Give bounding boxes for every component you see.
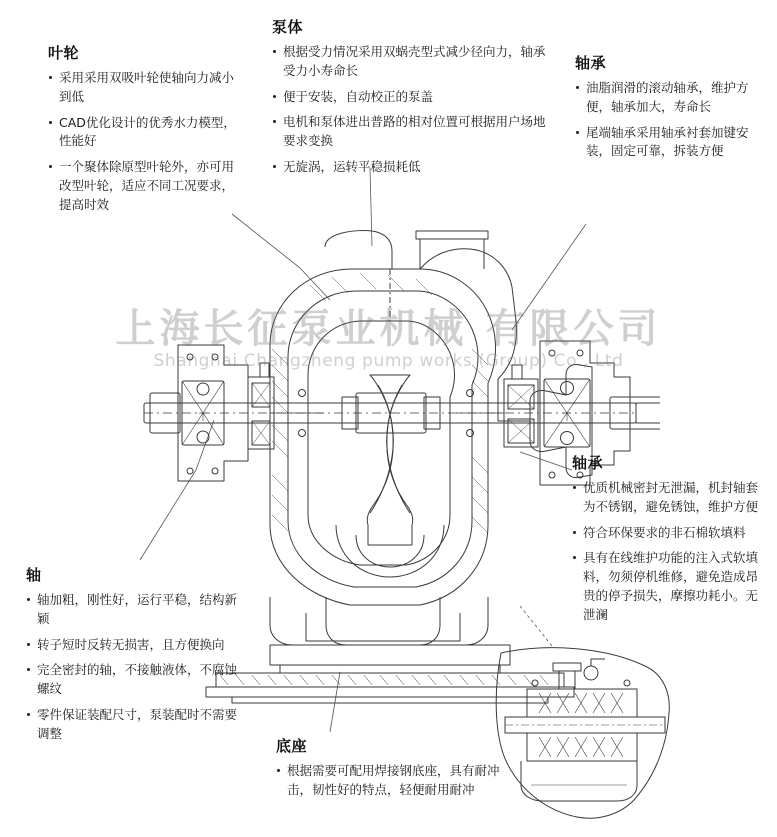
callout-bearing-top-heading: 轴承 [575, 54, 607, 72]
callout-shaft [26, 564, 242, 750]
callout-pump-casing [272, 16, 550, 184]
callout-pump-casing-heading: 泵体 [272, 18, 304, 36]
list-item: 转子短时反转无损害，且方便换向 [26, 636, 242, 655]
list-item: 根据受力情况采用双蜗壳型式减少径向力，轴承受力小寿命长 [272, 43, 550, 81]
callout-bearing-top-list [575, 79, 763, 161]
seal-detail-view [487, 645, 677, 825]
callout-bearing-seal-heading: 轴承 [572, 454, 604, 472]
callout-bearing-seal-list [572, 479, 768, 624]
list-item: CAD优化设计的优秀水力模型，性能好 [48, 114, 244, 152]
callout-impeller [48, 42, 244, 221]
callout-pump-casing-list [272, 43, 550, 177]
list-item: 零件保证装配尺寸，泵装配时不需要调整 [26, 706, 242, 744]
callout-base-plate-list [276, 762, 506, 800]
list-item: 采用采用双吸叶轮使轴向力减小到低 [48, 69, 244, 107]
callout-shaft-heading: 轴 [26, 566, 42, 584]
list-item: 电机和泵体进出普路的相对位置可根据用户场地要求变换 [272, 113, 550, 151]
list-item: 优质机械密封无泄漏，机封轴套为不锈钢，避免锈蚀，维护方便 [572, 479, 768, 517]
list-item: 根据需要可配用焊接钢底座，具有耐冲击，韧性好的特点，轻便耐用耐冲 [276, 762, 506, 800]
list-item: 符合环保要求的非石棉软填料 [572, 524, 768, 543]
watermark-english: Shanghai Changzheng pump works (Group) Co., Ltd [153, 351, 624, 371]
callout-impeller-heading: 叶轮 [48, 44, 80, 62]
list-item: 便于安装，自动校正的泵盖 [272, 88, 550, 107]
callout-bearing-top [575, 52, 763, 168]
watermark-chinese: 上海长征泵业机械 有限公司 [115, 306, 662, 352]
callout-impeller-list [48, 69, 244, 214]
callout-base-plate-heading: 底座 [276, 737, 308, 755]
list-item: 完全密封的轴，不接触液体，不腐蚀螺纹 [26, 661, 242, 699]
callout-base-plate [276, 735, 506, 807]
list-item: 尾端轴承采用轴承衬套加键安装，固定可靠，拆装方便 [575, 124, 763, 162]
list-item: 一个聚体除原型叶轮外，亦可用改型叶轮，适应不同工况要求，提高时效 [48, 158, 244, 214]
list-item: 油脂润滑的滚动轴承，维护方便，轴承加大，寿命长 [575, 79, 763, 117]
callout-bearing-seal [572, 452, 768, 631]
callout-shaft-list [26, 591, 242, 743]
list-item: 轴加粗，刚性好，运行平稳，结构新颖 [26, 591, 242, 629]
list-item: 具有在线维护功能的注入式软填料，勿须停机维修，避免造成昂贵的停予损失，摩擦功耗小。无泄澜 [572, 549, 768, 624]
list-item: 无旋涡，运转平稳损耗低 [272, 158, 550, 177]
